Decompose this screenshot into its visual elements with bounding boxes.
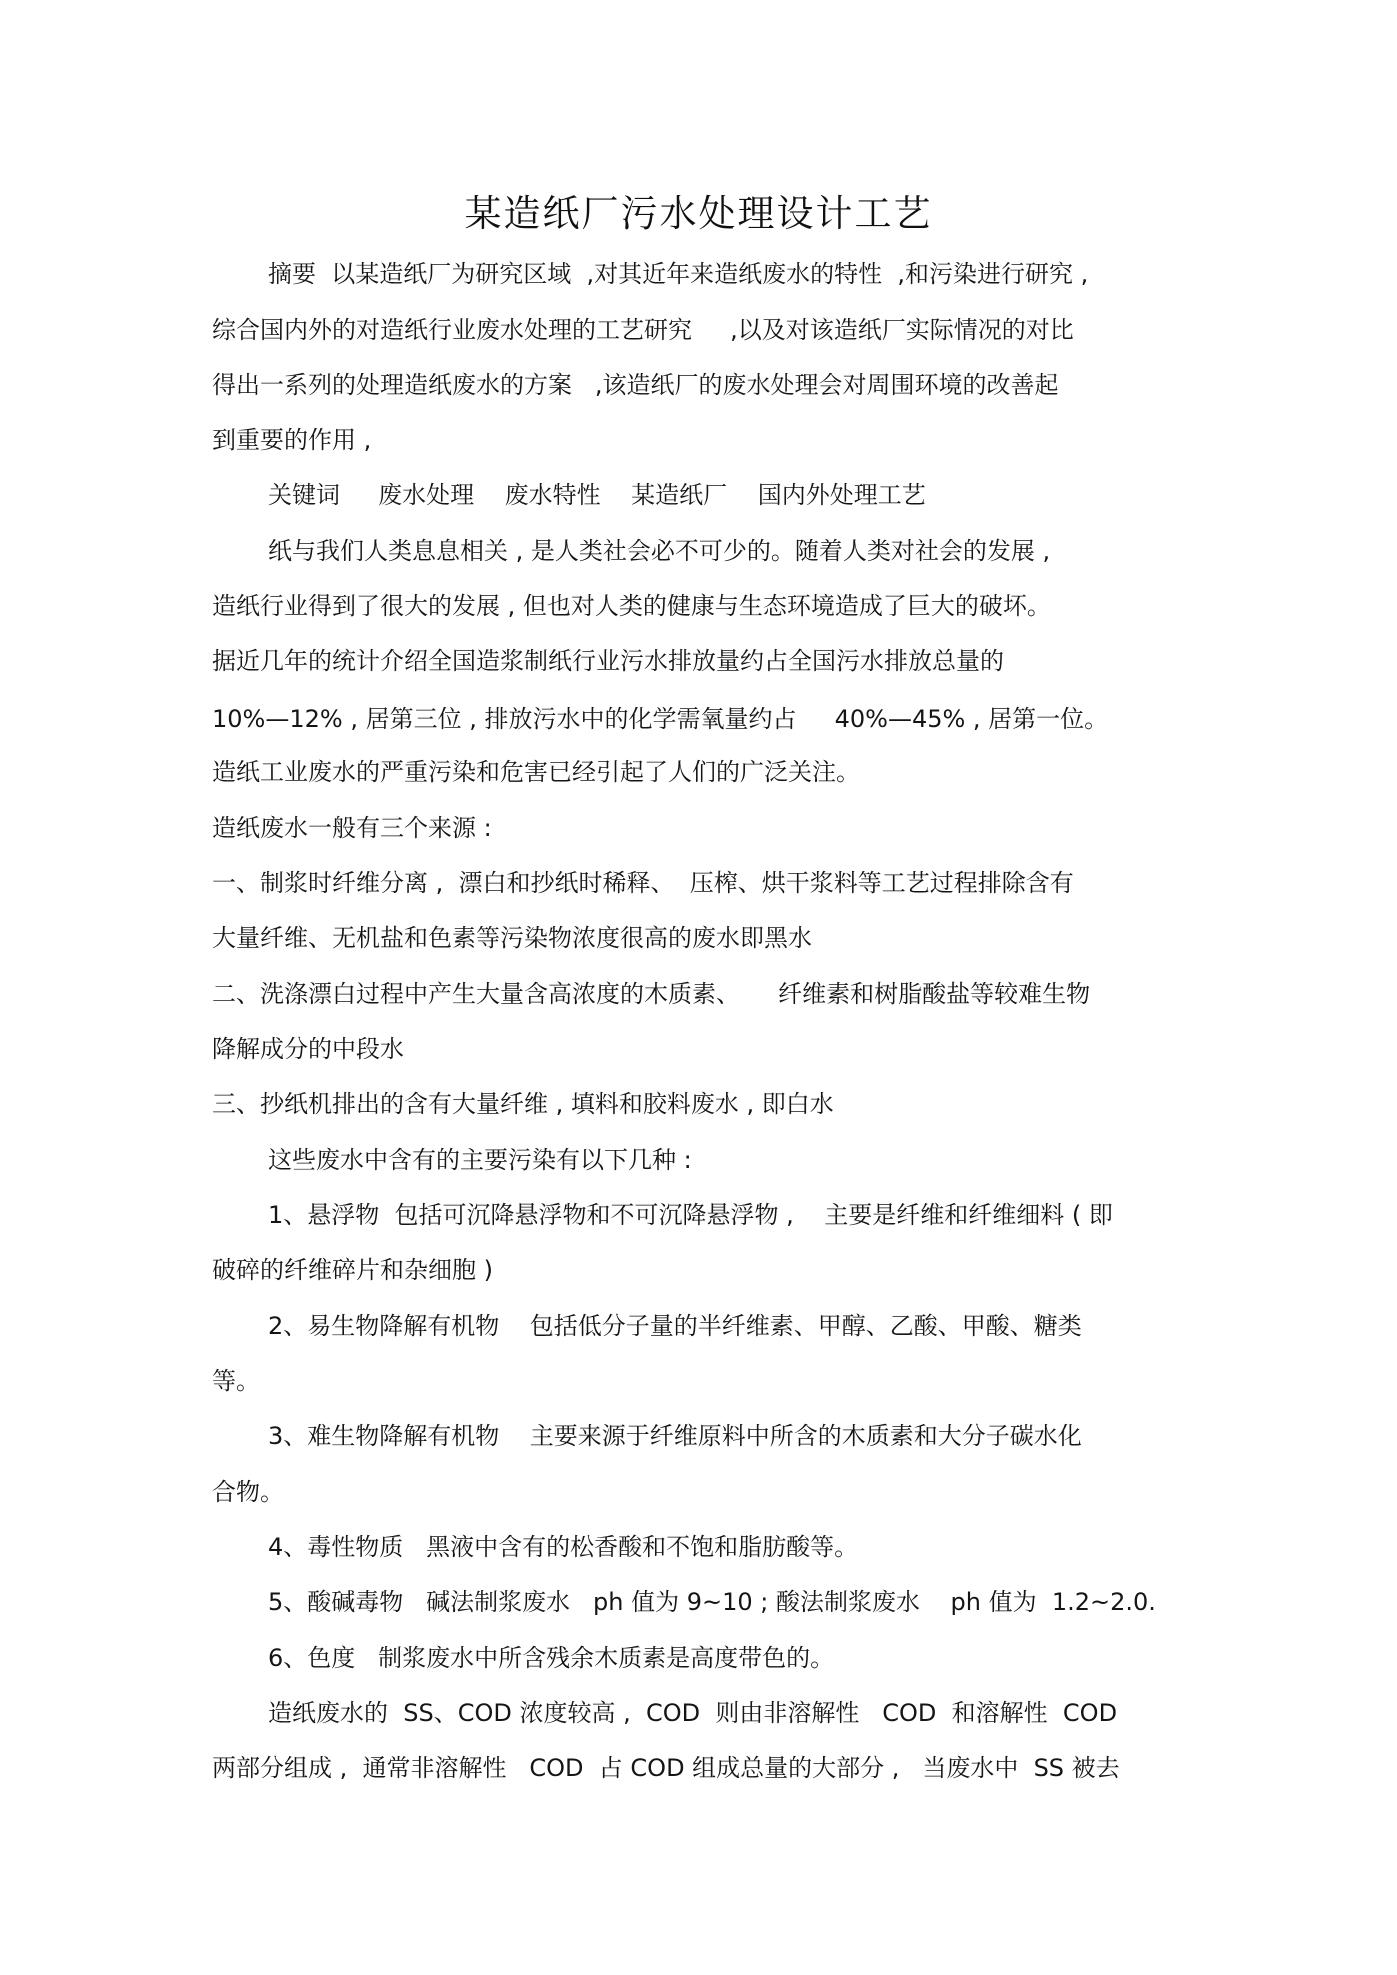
- pollutant-item-3-cont: 合物。: [212, 1478, 284, 1506]
- pollutant-item-1: 1、悬浮物 包括可沉降悬浮物和不可沉降悬浮物 , 主要是纤维和纤维细料 ( 即: [268, 1201, 1113, 1229]
- body-line: 两部分组成 , 通常非溶解性 COD 占 COD 组成总量的大部分 , 当废水中 SS 被去: [212, 1754, 1120, 1782]
- source-item-2: 二、洗涤漂白过程中产生大量含高浓度的木质素、 纤维素和树脂酸盐等较难生物: [212, 980, 1091, 1008]
- keywords-line: 关键词 废水处理 废水特性 某造纸厂 国内外处理工艺: [268, 481, 926, 509]
- pollutant-item-2-cont: 等。: [212, 1367, 260, 1395]
- body-line: 纸与我们人类息息相关 , 是人类社会必不可少的。随着人类对社会的发展 ,: [268, 537, 1051, 565]
- body-line: 10%—12% , 居第三位 , 排放污水中的化学需氧量约占 40%—45% , 居第一位。: [212, 705, 1109, 733]
- source-item-3: 三、抄纸机排出的含有大量纤维 , 填料和胶料废水 , 即白水: [212, 1090, 834, 1118]
- body-line: 造纸废水的 SS、COD 浓度较高 , COD 则由非溶解性 COD 和溶解性 COD: [268, 1699, 1118, 1727]
- source-item-1: 一、制浆时纤维分离 , 漂白和抄纸时稀释、 压榨、烘干浆料等工艺过程排除含有: [212, 869, 1074, 897]
- source-item-2-cont: 降解成分的中段水: [212, 1035, 404, 1063]
- abstract-line-1: 摘要 以某造纸厂为研究区域 ,对其近年来造纸废水的特性 ,和污染进行研究 ,: [268, 260, 1089, 288]
- pollutant-item-2: 2、易生物降解有机物 包括低分子量的半纤维素、甲醇、乙酸、甲酸、糖类: [268, 1312, 1082, 1340]
- body-line: 据近几年的统计介绍全国造浆制纸行业污水排放量约占全国污水排放总量的: [212, 647, 1004, 675]
- abstract-line-2: 综合国内外的对造纸行业废水处理的工艺研究 ,以及对该造纸厂实际情况的对比: [212, 316, 1074, 344]
- abstract-line-3: 得出一系列的处理造纸废水的方案 ,该造纸厂的废水处理会对周围环境的改善起: [212, 371, 1059, 399]
- body-line: 造纸工业废水的严重污染和危害已经引起了人们的广泛关注。: [212, 758, 860, 786]
- document-title: 某造纸厂污水处理设计工艺: [464, 192, 933, 235]
- body-line: 造纸行业得到了很大的发展 , 但也对人类的健康与生态环境造成了巨大的破坏。: [212, 592, 1051, 620]
- body-line: 这些废水中含有的主要污染有以下几种 :: [268, 1146, 692, 1174]
- body-line: 造纸废水一般有三个来源 :: [212, 814, 492, 842]
- abstract-line-4: 到重要的作用 ,: [212, 426, 372, 454]
- pollutant-item-5: 5、酸碱毒物 碱法制浆废水 ph 值为 9~10 ; 酸法制浆废水 ph 值为 1.2~2.0.: [268, 1588, 1156, 1616]
- pollutant-item-3: 3、难生物降解有机物 主要来源于纤维原料中所含的木质素和大分子碳水化: [268, 1422, 1082, 1450]
- pollutant-item-6: 6、色度 制浆废水中所含残余木质素是高度带色的。: [268, 1644, 835, 1672]
- source-item-1-cont: 大量纤维、无机盐和色素等污染物浓度很高的废水即黑水: [212, 924, 812, 952]
- pollutant-item-4: 4、毒性物质 黑液中含有的松香酸和不饱和脂肪酸等。: [268, 1533, 859, 1561]
- pollutant-item-1-cont: 破碎的纤维碎片和杂细胞 ): [212, 1256, 493, 1284]
